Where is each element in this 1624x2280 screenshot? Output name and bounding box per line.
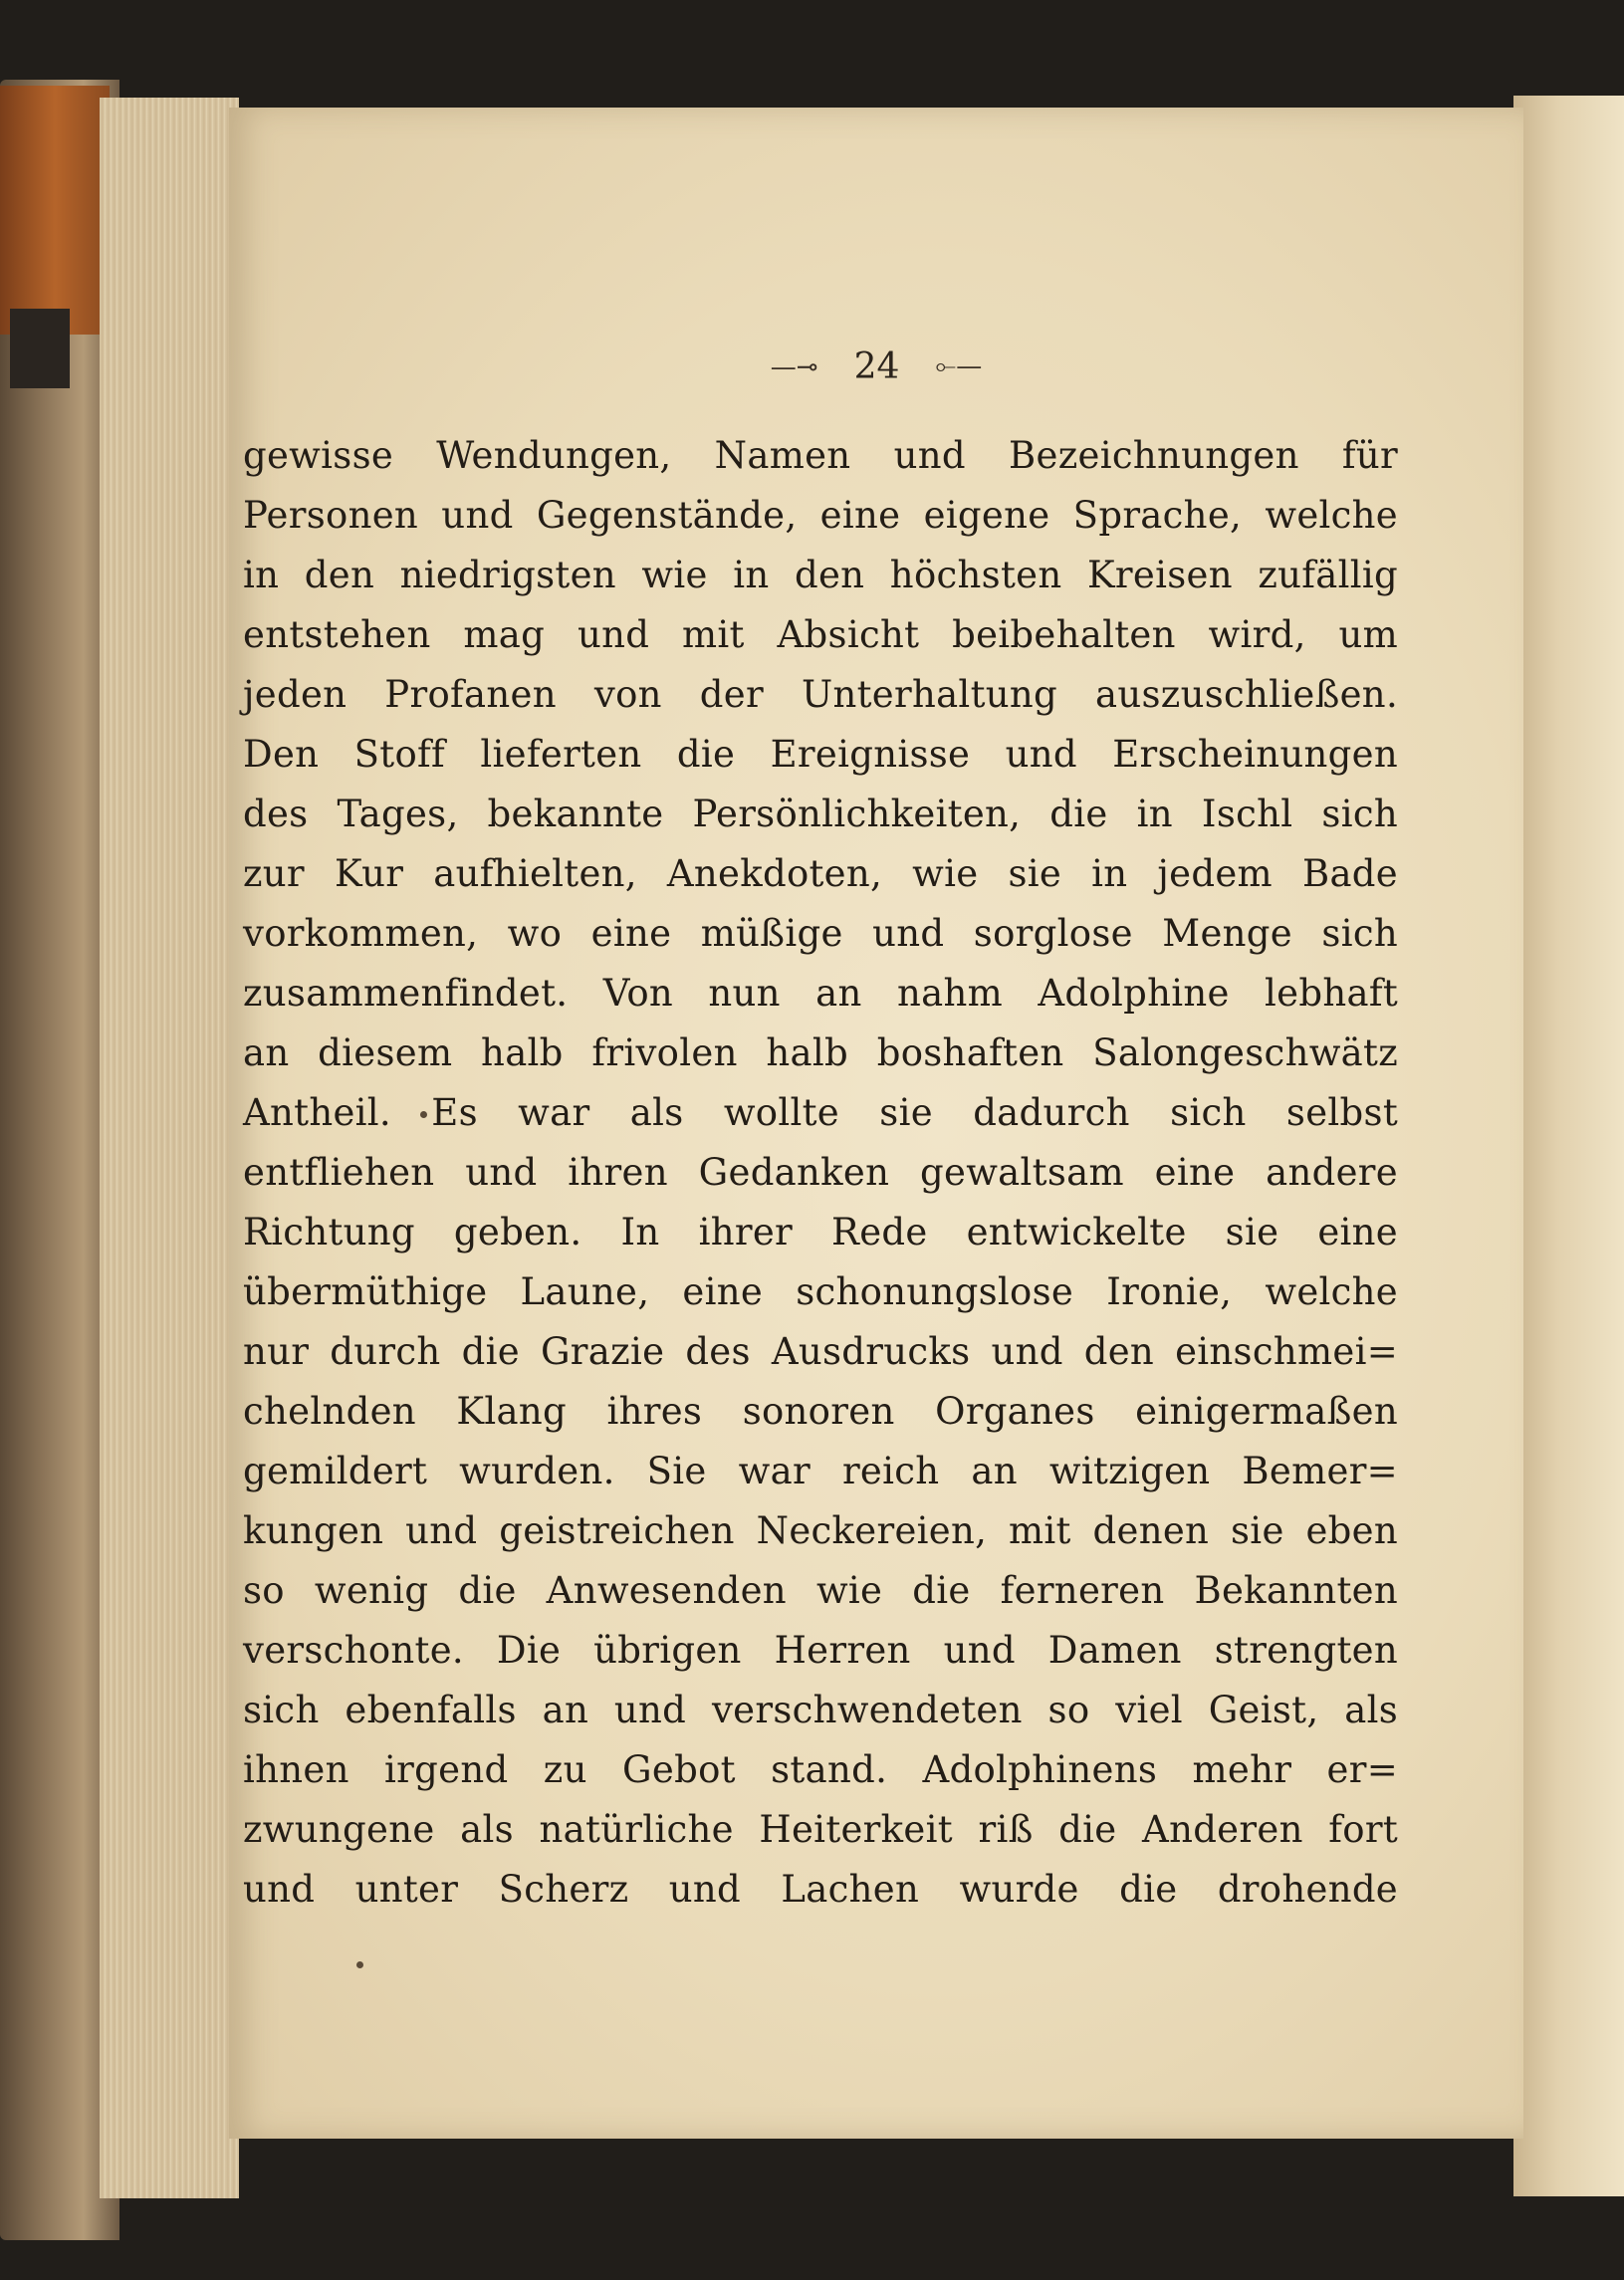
text-line: Den Stoff lieferten die Ereignisse und Erscheinungen bbox=[243, 733, 1398, 776]
text-line: zwungene als natürliche Heiterkeit riß die Anderen fort bbox=[243, 1808, 1398, 1851]
page-header bbox=[229, 346, 1523, 416]
text-line: Antheil. Es war als wollte sie dadurch sich selbst bbox=[243, 1091, 1398, 1134]
text-line: des Tages, bekannte Persönlichkeiten, die in Ischl sich bbox=[243, 793, 1398, 835]
text-line: übermüthige Laune, eine schonungslose Ironie, welche bbox=[243, 1270, 1398, 1313]
text-line: chelnden Klang ihres sonoren Organes einigermaßen bbox=[243, 1390, 1398, 1433]
text-line: in den niedrigsten wie in den höchsten Kreisen zufällig bbox=[243, 554, 1398, 596]
text-line: gemildert wurden. Sie war reich an witzigen Bemer= bbox=[243, 1450, 1398, 1492]
text-line: verschonte. Die übrigen Herren und Damen strengten bbox=[243, 1629, 1398, 1672]
page-edge-right bbox=[1513, 96, 1624, 2196]
text-line: sich ebenfalls an und verschwendeten so viel Geist, als bbox=[243, 1689, 1398, 1731]
body-text bbox=[243, 426, 1398, 2009]
text-line: ihnen irgend zu Gebot stand. Adolphinens mehr er= bbox=[243, 1748, 1398, 1791]
ornament-right-icon: ⟜— bbox=[935, 351, 983, 381]
binding-leather-corner bbox=[0, 86, 110, 335]
text-line: entfliehen und ihren Gedanken gewaltsam eine andere bbox=[243, 1151, 1398, 1194]
text-line: und unter Scherz und Lachen wurde die drohende bbox=[243, 1868, 1398, 1911]
text-line: Personen und Gegenstände, eine eigene Sprache, welche bbox=[243, 494, 1398, 537]
text-line: vorkommen, wo eine müßige und sorglose Menge sich bbox=[243, 912, 1398, 955]
ornament-left-icon: —⊸ bbox=[770, 351, 818, 382]
text-line: Richtung geben. In ihrer Rede entwickelte sie eine bbox=[243, 1211, 1398, 1254]
text-line: so wenig die Anwesenden wie die ferneren Bekannten bbox=[243, 1569, 1398, 1612]
text-line: an diesem halb frivolen halb boshaften Salongeschwätz bbox=[243, 1031, 1398, 1074]
text-line: gewisse Wendungen, Namen und Bezeichnungen für bbox=[243, 434, 1398, 477]
text-line: jeden Profanen von der Unterhaltung auszuschließen. bbox=[243, 673, 1398, 716]
binding-worn-patch bbox=[10, 309, 70, 388]
text-line: zur Kur aufhielten, Anekdoten, wie sie in jedem Bade bbox=[243, 852, 1398, 895]
text-line: nur durch die Grazie des Ausdrucks und den einschmei= bbox=[243, 1330, 1398, 1373]
page-edges-left bbox=[100, 98, 239, 2198]
page-number: 24 bbox=[853, 346, 900, 387]
text-line: entstehen mag und mit Absicht beibehalten wird, um bbox=[243, 613, 1398, 656]
text-line: zusammenfindet. Von nun an nahm Adolphine lebhaft bbox=[243, 972, 1398, 1015]
text-line: kungen und geistreichen Neckereien, mit denen sie eben bbox=[243, 1509, 1398, 1552]
